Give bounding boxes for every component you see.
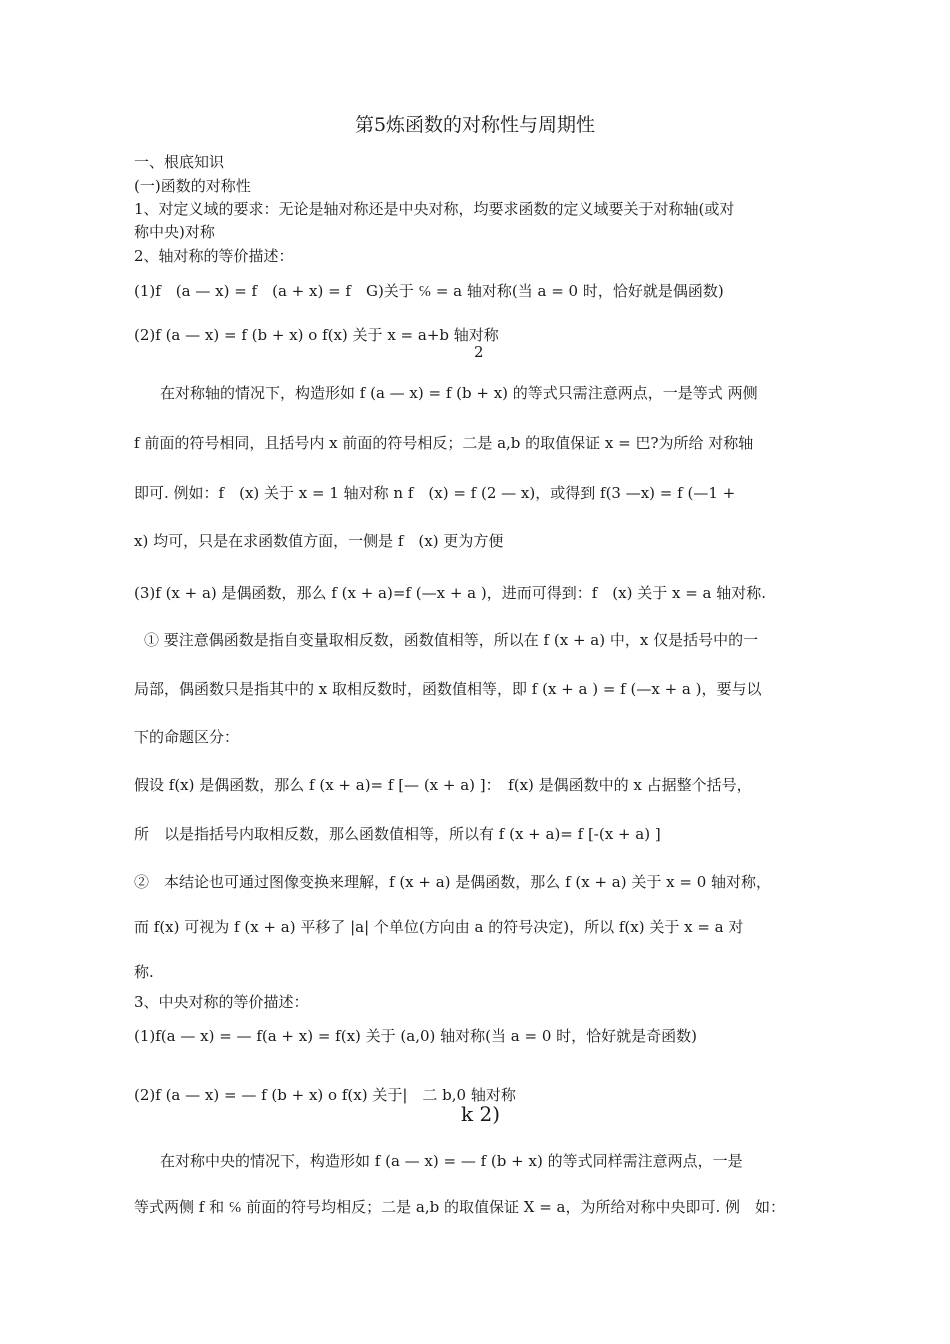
item1-line1: 1、对定义域的要求：无论是轴对称还是中央对称，均要求函数的定义域要关于对称轴(或对 (134, 200, 735, 218)
note2-line2: 而 f(x) 可视为 f (x + a) 平移了 |a| 个单位(方向由 a 的符号决定)，所以 f(x) 关于 x = a 对 (134, 918, 744, 936)
paragraph2-line2: 等式两侧 f 和 ℅ 前面的符号均相反；二是 a,b 的取值保证 X = a，为所给对称中央即可. 例 如： (134, 1198, 786, 1216)
note1-line1: ① 要注意偶函数是指自变量取相反数，函数值相等，所以在 f (x + a) 中，x 仅是括号中的一 (144, 631, 759, 649)
paragraph2-line1: 在对称中央的情况下，构造形如 f (a — x) = — f (b + x) 的等式同样需注意两点，一是 (160, 1152, 743, 1170)
item3-heading: 3、中央对称的等价描述： (134, 993, 309, 1011)
paragraph1-line2: f 前面的符号相同，且括号内 x 前面的符号相反；二是 a,b 的取值保证 x = 巴?为所给 对称轴 (134, 434, 754, 452)
section-heading-basics: 一、根底知识 (134, 153, 225, 171)
note2-line1: ② 本结论也可通过图像变换来理解，f (x + a) 是偶函数，那么 f (x + a) 关于 x = 0 轴对称， (134, 873, 772, 891)
note1-line2: 局部，偶函数只是指其中的 x 取相反数时，函数值相等，即 f (x + a ) = f (—x + a )，要与以 (134, 680, 762, 698)
note1-line4: 假设 f(x) 是偶函数，那么 f (x + a)= f [— (x + a) ]： f(x) 是偶函数中的 x 占据整个括号， (134, 776, 752, 794)
equation-5: (2)f (a — x) = — f (b + x) o f(x) 关于| 二 b,0 轴对称 (134, 1086, 516, 1104)
equation-1: (1)f (a — x) = f (a + x) = f G)关于 ℅ = a 轴对称(当 a = 0 时，恰好就是偶函数) (134, 282, 724, 300)
equation-4: (1)f(a — x) = — f(a + x) = f(x) 关于 (a,0) 轴对称(当 a = 0 时，恰好就是奇函数) (134, 1027, 697, 1045)
paragraph1-line4: x) 均可，只是在求函数值方面，一侧是 f (x) 更为方便 (134, 532, 504, 550)
subsection-heading-symmetry: (一)函数的对称性 (134, 177, 251, 195)
paragraph1-line3: 即可. 例如：f (x) 关于 x = 1 轴对称 n f (x) = f (2 — x)，或得到 f(3 —x) = f (—1 + (134, 484, 736, 502)
note1-line3: 下的命题区分： (134, 728, 240, 746)
note2-line3: 称. (134, 963, 154, 981)
paragraph1-line1: 在对称轴的情况下，构造形如 f (a — x) = f (b + x) 的等式只需注意两点，一是等式 两侧 (160, 384, 758, 402)
page-title: 第5炼函数的对称性与周期性 (354, 114, 596, 136)
equation-2-denominator: 2 (474, 343, 484, 361)
note1-line5: 所 以是指括号内取相反数，那么函数值相等，所以有 f (x + a)= f [-(x + a) ] (134, 825, 661, 843)
equation-2: (2)f (a — x) = f (b + x) o f(x) 关于 x = a+b 轴对称 (134, 326, 499, 344)
equation-3: (3)f (x + a) 是偶函数，那么 f (x + a)=f (—x + a )，进而可得到：f (x) 关于 x = a 轴对称. (134, 584, 767, 602)
item2-heading: 2、轴对称的等价描述： (134, 247, 294, 265)
item1-line2: 称中央)对称 (134, 223, 215, 241)
equation-5-subscript: k 2) (461, 1102, 501, 1126)
